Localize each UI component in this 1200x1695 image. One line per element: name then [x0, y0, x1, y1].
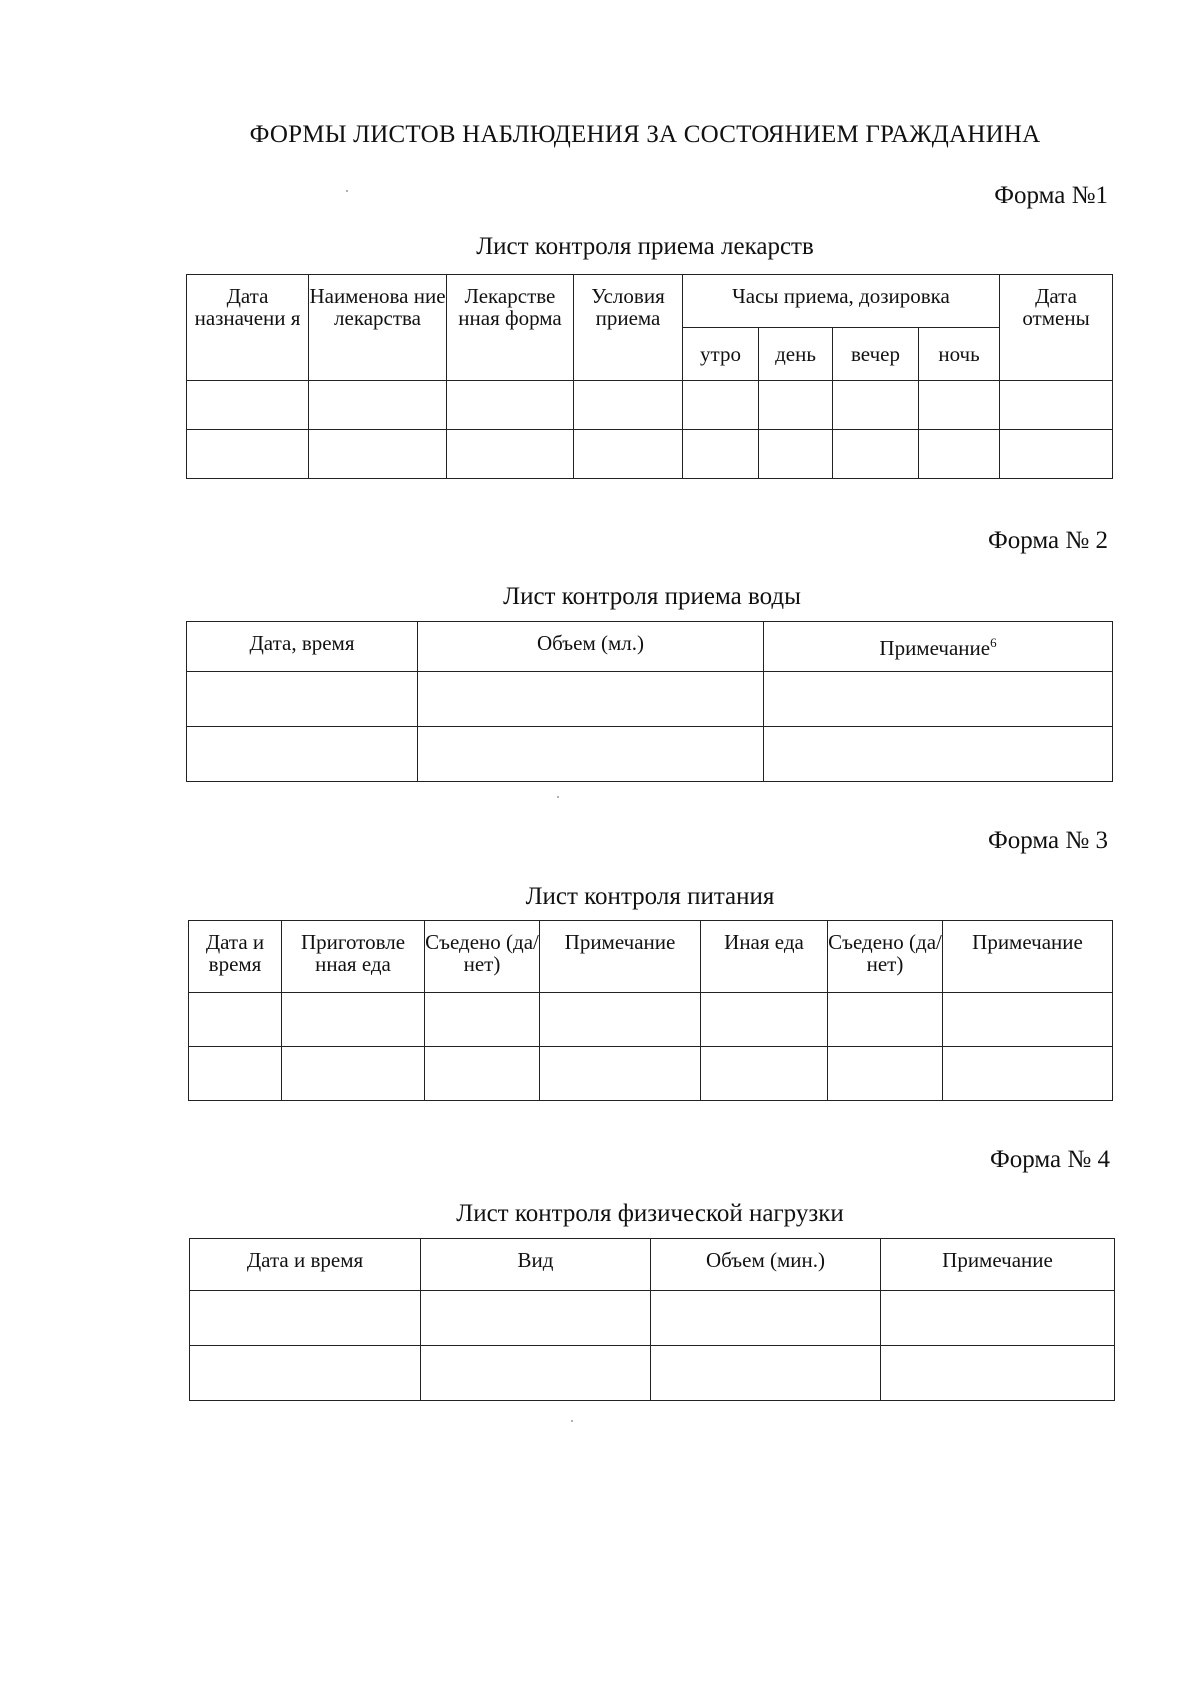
table-cell[interactable]: [943, 1047, 1113, 1101]
table-cell[interactable]: [833, 381, 919, 430]
table-row: [187, 672, 1113, 727]
medication-control-table: [186, 274, 1113, 479]
table-cell[interactable]: [540, 993, 701, 1047]
header-eaten: Съедено (да/нет): [425, 921, 540, 993]
header-date-assigned: Дата назначени я: [187, 275, 309, 381]
header-volume: Объем (мл.): [418, 622, 764, 672]
header-cooked-food: Приготовле нная еда: [282, 921, 425, 993]
table-cell[interactable]: [759, 381, 833, 430]
table-cell[interactable]: [187, 672, 418, 727]
nutrition-control-table: [188, 920, 1113, 1101]
header-dosage-form: Лекарстве нная форма: [447, 275, 574, 381]
table-cell[interactable]: [447, 381, 574, 430]
header-note: [764, 622, 1113, 672]
form-4-label: Форма № 4: [990, 1146, 1110, 1173]
header-datetime: Дата и время: [190, 1239, 421, 1291]
table-row: [187, 381, 1113, 430]
header-conditions: Условия приема: [574, 275, 683, 381]
table-cell[interactable]: [764, 672, 1113, 727]
header-evening: вечер: [833, 328, 919, 381]
table-cell[interactable]: [425, 993, 540, 1047]
table-row: [190, 1346, 1115, 1401]
physical-activity-control-table: [189, 1238, 1115, 1401]
table-cell[interactable]: [764, 727, 1113, 782]
table-cell[interactable]: [919, 381, 1000, 430]
table-cell[interactable]: [447, 430, 574, 479]
header-datetime: Дата, время: [187, 622, 418, 672]
table-cell[interactable]: [1000, 430, 1113, 479]
table-cell[interactable]: [421, 1291, 651, 1346]
table-cell[interactable]: [309, 381, 447, 430]
table-cell[interactable]: [421, 1346, 651, 1401]
header-hours-dosage: Часы приема, дозировка: [683, 275, 1000, 328]
table-cell[interactable]: [309, 430, 447, 479]
table-cell[interactable]: [187, 381, 309, 430]
table-row: [189, 993, 1113, 1047]
table-cell[interactable]: [881, 1291, 1115, 1346]
table-cell[interactable]: [759, 430, 833, 479]
header-note: Примечание: [540, 921, 701, 993]
table-cell[interactable]: [187, 430, 309, 479]
table-cell[interactable]: [282, 993, 425, 1047]
table-cell[interactable]: [833, 430, 919, 479]
table-cell[interactable]: [701, 1047, 828, 1101]
table-cell[interactable]: [190, 1291, 421, 1346]
table-cell[interactable]: [828, 993, 943, 1047]
table-cell[interactable]: [919, 430, 1000, 479]
footnote-marker: 6: [990, 635, 997, 650]
table-cell[interactable]: [651, 1291, 881, 1346]
form-2-label: Форма № 2: [988, 527, 1108, 554]
table-row: [190, 1291, 1115, 1346]
header-type: Вид: [421, 1239, 651, 1291]
document-title: ФОРМЫ ЛИСТОВ НАБЛЮДЕНИЯ ЗА СОСТОЯНИЕМ ГРАЖДАНИНА: [249, 121, 1041, 148]
header-eaten-other: Съедено (да/нет): [828, 921, 943, 993]
header-day: день: [759, 328, 833, 381]
table-cell[interactable]: [881, 1346, 1115, 1401]
table-cell[interactable]: [189, 1047, 282, 1101]
table-row: [187, 727, 1113, 782]
form-4-title: Лист контроля физической нагрузки: [456, 1200, 844, 1227]
header-note-other: Примечание: [943, 921, 1113, 993]
table-row: [187, 430, 1113, 479]
header-other-food: Иная еда: [701, 921, 828, 993]
table-cell[interactable]: [683, 430, 759, 479]
table-cell[interactable]: [282, 1047, 425, 1101]
form-2-title: Лист контроля приема воды: [503, 583, 801, 610]
table-cell[interactable]: [1000, 381, 1113, 430]
table-cell[interactable]: [943, 993, 1113, 1047]
scan-speck: [571, 1420, 573, 1422]
table-cell[interactable]: [828, 1047, 943, 1101]
form-3-title: Лист контроля питания: [525, 883, 775, 910]
form-1-title: Лист контроля приема лекарств: [476, 233, 814, 260]
header-morning: утро: [683, 328, 759, 381]
header-cancel-date: Дата отмены: [1000, 275, 1113, 381]
table-cell[interactable]: [187, 727, 418, 782]
table-cell[interactable]: [418, 672, 764, 727]
header-note: Примечание: [881, 1239, 1115, 1291]
header-night: ночь: [919, 328, 1000, 381]
table-cell[interactable]: [574, 430, 683, 479]
header-note-text: Примечание: [879, 636, 991, 660]
table-cell[interactable]: [189, 993, 282, 1047]
table-cell[interactable]: [574, 381, 683, 430]
table-cell[interactable]: [418, 727, 764, 782]
water-control-table: [186, 621, 1113, 782]
scan-speck: [346, 190, 348, 192]
table-cell[interactable]: [683, 381, 759, 430]
table-row: [189, 1047, 1113, 1101]
form-3-label: Форма № 3: [988, 827, 1108, 854]
header-volume: Объем (мин.): [651, 1239, 881, 1291]
table-cell[interactable]: [540, 1047, 701, 1101]
table-cell[interactable]: [651, 1346, 881, 1401]
header-drug-name: Наименова ние лекарства: [309, 275, 447, 381]
scan-speck: [557, 796, 559, 798]
table-cell[interactable]: [190, 1346, 421, 1401]
form-1-label: Форма №1: [994, 182, 1108, 209]
table-cell[interactable]: [425, 1047, 540, 1101]
table-cell[interactable]: [701, 993, 828, 1047]
header-datetime: Дата и время: [189, 921, 282, 993]
